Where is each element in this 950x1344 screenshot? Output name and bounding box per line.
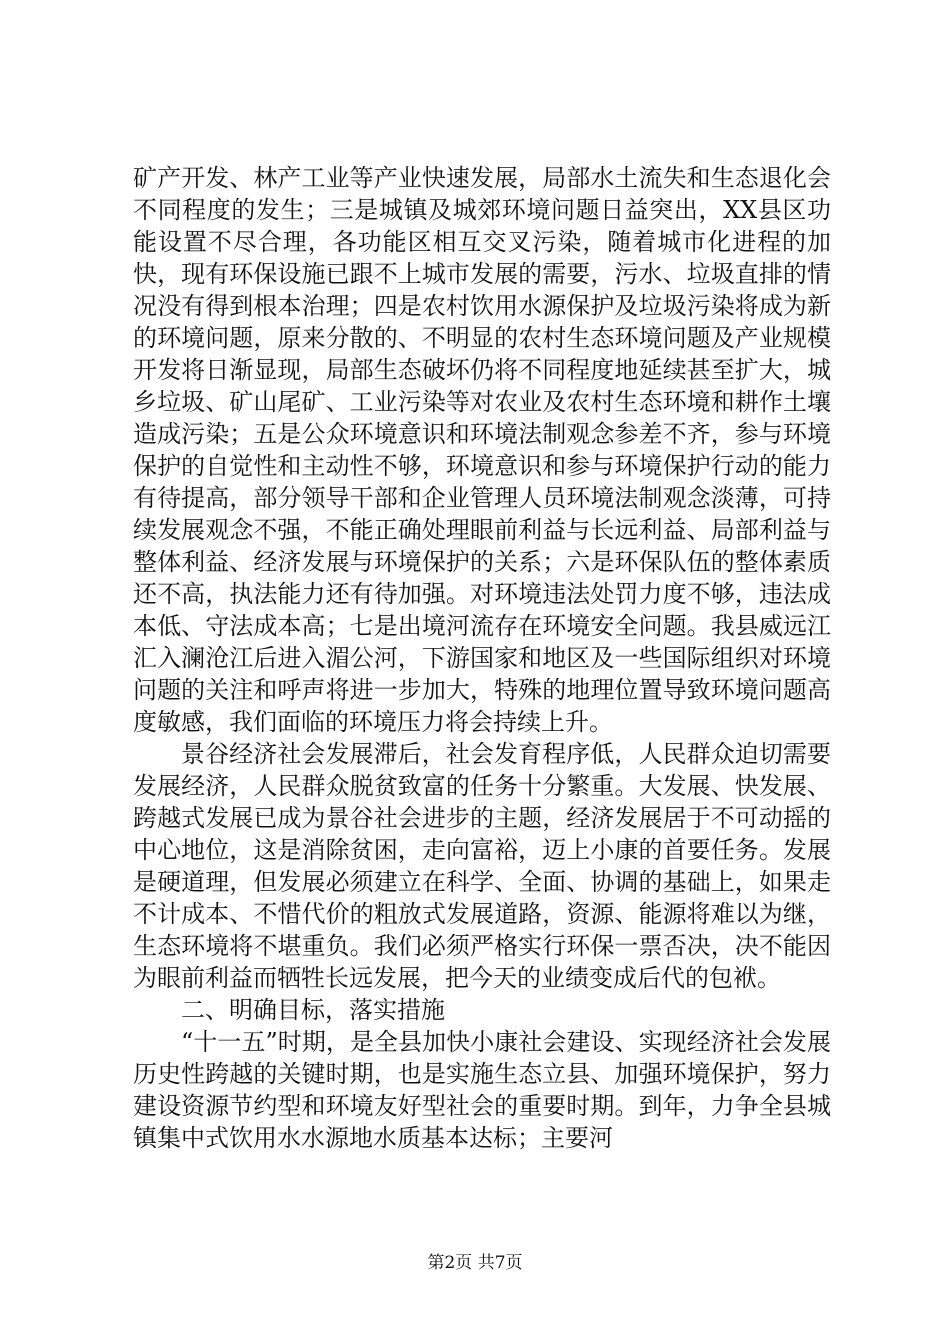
document-body [133,162,831,1154]
paragraph-development: 景谷经济社会发展滞后，社会发育程序低，人民群众迫切需要发展经济，人民群众脱贫致富的任务十分繁重。大发展、快发展、跨越式发展已成为景谷社会进步的主题，经济发展居于不可动摇的中心地位，这是消除贫困，走向富裕，迈上小康的首要任务。发展是硬道理，但发展必须建立在科学、全面、协调的基础上，如果走不计成本、不惜代价的粗放式发展道路，资源、能源将难以为继，生态环境将不堪重负。我们必须严格实行环保一票否决，决不能因为眼前利益而牺牲长远发展，把今天的业绩变成后代的包袱。 [133,740,831,992]
paragraph-goals: “十一五”时期，是全县加快小康社会建设、实现经济社会发展历史性跨越的关键时期，也是实施生态立县、加强环境保护，努力建设资源节约型和环境友好型社会的重要时期。到年，力争全县城镇集中式饮用水水源地水质基本达标；主要河 [133,1028,831,1152]
page-number-footer: 第2页 共7页 [427,1253,523,1273]
section-heading: 二、明确目标，落实措施 [181,996,445,1024]
paragraph-continuation: 矿产开发、林产工业等产业快速发展，局部水土流失和生态退化会不同程度的发生；三是城镇及城郊环境问题日益突出，XX县区功能设置不尽合理，各功能区相互交叉污染，随着城市化进程的加快，现有环保设施已跟不上城市发展的需要，污水、垃圾直排的情况没有得到根本治理；四是农村饮用水源保护及垃圾污染将成为新的环境问题，原来分散的、不明显的农村生态环境问题及产业规模开发将日渐显现，局部生态破坏仍将不同程度地延续甚至扩大，城乡垃圾、矿山尾矿、工业污染等对农业及农村生态环境和耕作土壤造成污染；五是公众环境意识和环境法制观念参差不齐，参与环境保护的自觉性和主动性不够，环境意识和参与环境保护行动的能力有待提高，部分领导干部和企业管理人员环境法制观念淡薄，可持续发展观念不强，不能正确处理眼前利益与长远利益、局部利益与整体利益、经济发展与环境保护的关系；六是环保队伍的整体素质还不高，执法能力还有待加强。对环境违法处罚力度不够，违法成本低、守法成本高；七是出境河流存在环境安全问题。我县威远江汇入澜沧江后进入湄公河，下游国家和地区及一些国际组织对环境问题的关注和呼声将进一步加大，特殊的地理位置导致环境问题高度敏感，我们面临的环境压力将会持续上升。 [133,164,831,736]
